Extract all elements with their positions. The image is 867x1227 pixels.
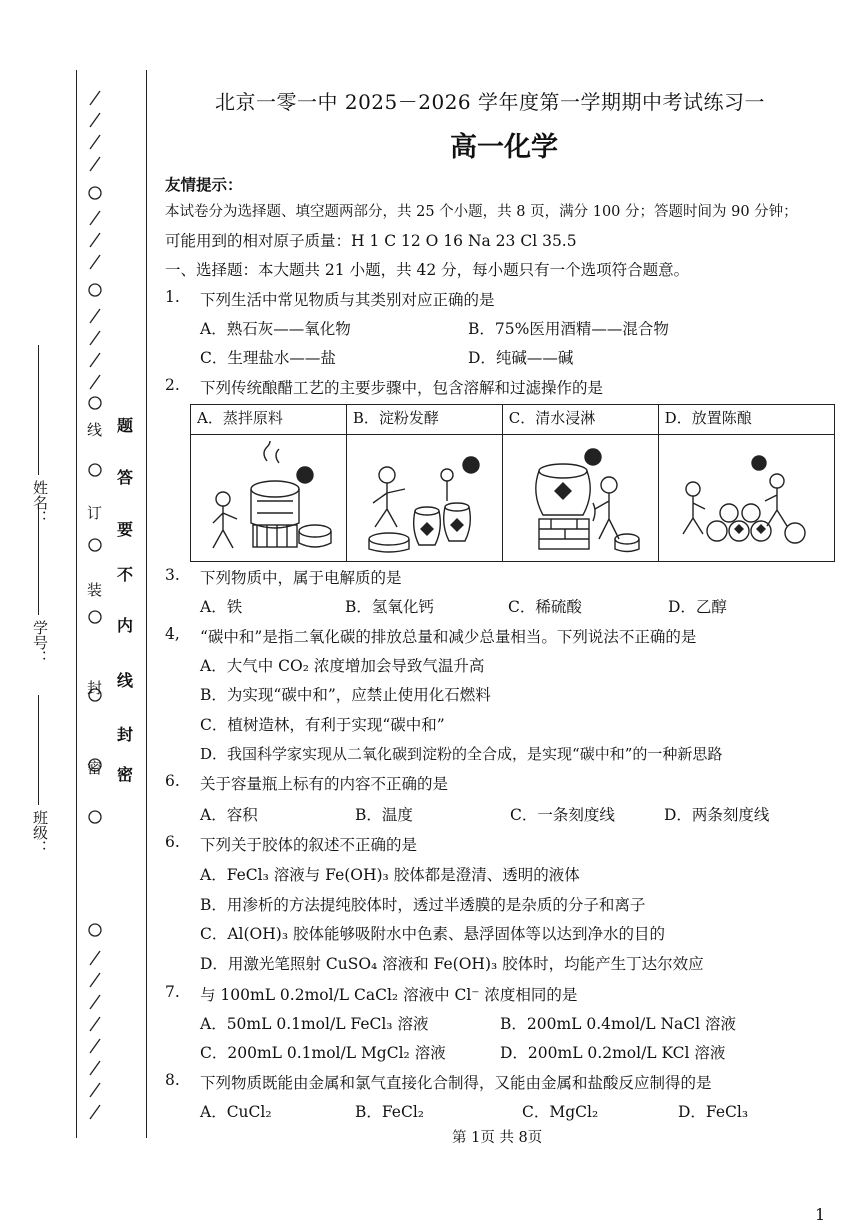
- step-illustration-a: [191, 435, 347, 562]
- option-d: D．200mL 0.2mol/L KCl 溶液: [500, 1044, 726, 1062]
- step-label-c: C．清水浸淋: [502, 405, 658, 435]
- option-b: B．氢氧化钙: [345, 598, 434, 616]
- option-c: C．Al(OH)₃ 胶体能够吸附水中色素、悬浮固体等以达到净水的目的: [200, 925, 665, 943]
- warning-char-7: 答: [116, 468, 133, 487]
- fermenting-illustration: [353, 441, 493, 559]
- question-stem: 下列物质既能由金属和氯气直接化合制得，又能由金属和盐酸反应制得的是: [200, 1074, 712, 1092]
- class-field-label: 班级：: [31, 810, 49, 855]
- option-c: C．200mL 0.1mol/L MgCl₂ 溶液: [200, 1044, 446, 1062]
- option-d: D．用激光笔照射 CuSO₄ 溶液和 Fe(OH)₃ 胶体时，均能产生丁达尔效应: [200, 955, 704, 973]
- seal-mark-xian: 线: [85, 422, 103, 437]
- step-label-d: D．放置陈酿: [658, 405, 834, 435]
- notice-line-1: 本试卷分为选择题、填空题两部分，共 25 个小题，共 8 页，满分 100 分；答题时间为 90 分钟；: [165, 204, 798, 220]
- seal-mark-mi: 密: [85, 760, 103, 775]
- step-label-a: A．蒸拌原料: [191, 405, 347, 435]
- question-number: 8.: [165, 1071, 180, 1089]
- option-c: C．稀硫酸: [508, 598, 582, 616]
- option-d: D．两条刻度线: [664, 806, 770, 824]
- step-illustration-d: [658, 435, 834, 562]
- question-number: 7.: [165, 983, 180, 1001]
- question-number: 2.: [165, 376, 180, 394]
- steaming-illustration: [197, 441, 337, 559]
- question-stem: 下列生活中常见物质与其类别对应正确的是: [200, 291, 495, 309]
- vinegar-steps-table: [190, 404, 835, 562]
- step-label-b: B．淀粉发酵: [346, 405, 502, 435]
- question-stem: 下列传统酿醋工艺的主要步骤中，包含溶解和过滤操作的是: [200, 379, 604, 397]
- seal-mark-feng: 封: [85, 680, 103, 695]
- question-number: 1.: [165, 288, 180, 306]
- section-heading: 一、选择题：本大题共 21 小题，共 42 分，每小题只有一个选项符合题意。: [165, 261, 690, 279]
- option-c: C．MgCl₂: [522, 1103, 599, 1121]
- option-b: B．温度: [355, 806, 413, 824]
- warning-char-2: 封: [116, 725, 133, 744]
- warning-char-1: 密: [116, 765, 133, 784]
- warning-char-5: 不: [116, 565, 133, 584]
- leaching-illustration: [509, 441, 649, 559]
- option-b: B．75%医用酒精——混合物: [468, 320, 669, 338]
- margin-line-outer: [76, 70, 77, 1138]
- class-field-line[interactable]: [38, 695, 39, 805]
- option-a: A．CuCl₂: [200, 1103, 272, 1121]
- question-stem: 下列关于胶体的叙述不正确的是: [200, 836, 418, 854]
- name-field-line[interactable]: [38, 345, 39, 475]
- option-d: D．我国科学家实现从二氧化碳到淀粉的全合成，是实现“碳中和”的一种新思路: [200, 745, 723, 763]
- question-stem: 下列物质中，属于电解质的是: [200, 569, 402, 587]
- option-d: D．FeCl₃: [678, 1103, 749, 1121]
- option-a: A．大气中 CO₂ 浓度增加会导致气温升高: [200, 657, 485, 675]
- warning-char-6: 要: [116, 520, 133, 539]
- question-number: 6.: [165, 772, 180, 790]
- seal-mark-ding: 订: [85, 505, 103, 520]
- option-b: B．200mL 0.4mol/L NaCl 溶液: [500, 1015, 737, 1033]
- question-stem: 关于容量瓶上标有的内容不正确的是: [200, 775, 449, 793]
- page-number: 1: [815, 1205, 826, 1224]
- warning-char-4: 内: [116, 616, 133, 635]
- seal-dashed-line: [84, 85, 108, 1135]
- notice-heading: 友情提示：: [165, 175, 243, 194]
- question-stem: “碳中和”是指二氧化碳的排放总量和减少总量相当。下列说法不正确的是: [200, 628, 697, 646]
- option-a: A．熟石灰——氧化物: [200, 320, 351, 338]
- option-a: A．FeCl₃ 溶液与 Fe(OH)₃ 胶体都是澄清、透明的液体: [200, 866, 580, 884]
- question-number: 3.: [165, 566, 180, 584]
- option-b: B．为实现“碳中和”，应禁止使用化石燃料: [200, 686, 491, 704]
- school-title: 北京一零一中 2025－2026 学年度第一学期期中考试练习一: [215, 90, 766, 114]
- seal-mark-zhuang: 装: [85, 582, 103, 597]
- option-c: C．一条刻度线: [510, 806, 615, 824]
- name-field-label: 姓名：: [31, 480, 49, 525]
- option-c: C．植树造林，有利于实现“碳中和”: [200, 716, 445, 734]
- option-d: D．纯碱——碱: [468, 349, 574, 367]
- option-a: A．50mL 0.1mol/L FeCl₃ 溶液: [200, 1015, 429, 1033]
- aging-illustration: [665, 441, 825, 559]
- subject-title: 高一化学: [450, 132, 558, 163]
- option-d: D．乙醇: [668, 598, 727, 616]
- notice-line-2: 可能用到的相对原子质量：H 1 C 12 O 16 Na 23 Cl 35.5: [165, 232, 577, 250]
- option-a: A．铁: [200, 598, 243, 616]
- option-b: B．FeCl₂: [355, 1103, 425, 1121]
- margin-line-inner: [146, 70, 147, 1138]
- page-footer: 第 1页 共 8页: [452, 1130, 543, 1146]
- step-illustration-b: [346, 435, 502, 562]
- question-stem: 与 100mL 0.2mol/L CaCl₂ 溶液中 Cl⁻ 浓度相同的是: [200, 986, 578, 1004]
- question-number: 6.: [165, 833, 180, 851]
- warning-char-8: 题: [116, 416, 133, 435]
- option-c: C．生理盐水——盐: [200, 349, 336, 367]
- step-illustration-c: [502, 435, 658, 562]
- student-id-field-label: 学号：: [31, 620, 49, 665]
- warning-char-3: 线: [116, 671, 133, 690]
- option-a: A．容积: [200, 806, 258, 824]
- option-b: B．用渗析的方法提纯胶体时，透过半透膜的是杂质的分子和离子: [200, 896, 646, 914]
- question-number: 4,: [165, 625, 180, 643]
